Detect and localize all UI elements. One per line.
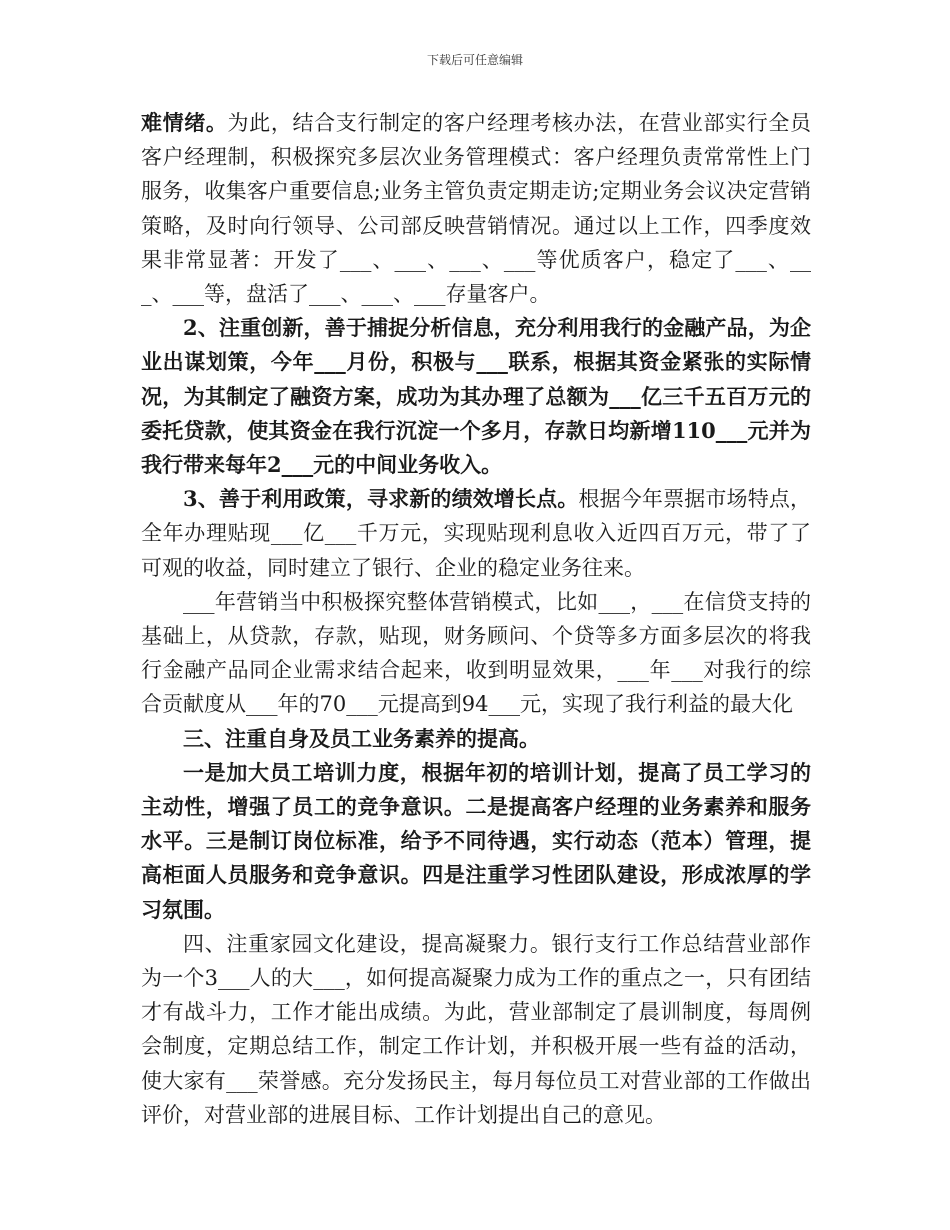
paragraph-marketing-model: ___年营销当中积极探究整体营销模式，比如___，___在信贷支持的基础上，从贷款，存款，贴现，财务顾问、个贷等多方面多层次的将我行金融产品同企业需求结合起来，收到明显效果，___年___对我行的综合贡献度从___年的70___元提高到94___元，实现了我行利益的最大化 (141, 589, 811, 717)
paragraph-culture-building: 四、注重家园文化建设，提高凝聚力。银行支行工作总结营业部作为一个3___人的大___，如何提高凝聚力成为工作的重点之一，只有团结才有战斗力，工作才能出成绩。为此，营业部制定了晨训制度，每周例会制度，定期总结工作，制定工作计划，并积极开展一些有益的活动，使大家有___荣誉感。充分发扬民主，每月每位员工对营业部的工作做出评价，对营业部的进展目标、工作计划提出自己的意见。 (141, 931, 811, 1127)
paragraph-lead-bold: 难情绪。 (141, 110, 228, 135)
document-body (141, 106, 811, 1132)
paragraph-staff-training: 一是加大员工培训力度，根据年初的培训计划，提高了员工学习的主动性，增强了员工的竞争意识。二是提高客户经理的业务素养和服务水平。三是制订岗位标准，给予不同待遇，实行动态（范本）管理，提高柜面人员服务和竞争意识。四是注重学习性团队建设，形成浓厚的学习氛围。 (141, 759, 811, 922)
paragraph-lead-bold: 3、善于利用政策，寻求新的绩效增长点。 (183, 486, 579, 512)
page-header: 下载后可任意编辑 (426, 53, 523, 67)
paragraph-innovation: 2、注重创新，善于捕捉分析信息，充分利用我行的金融产品，为企业出谋划策，今年___月份，积极与___联系，根据其资金紧张的实际情况，为其制定了融资方案，成功为其办理了总额为___亿三千五百万元的委托贷款，使其资金在我行沉淀一个多月，存款日均新增110___元并为我行带来每年2___元的中间业务收入。 (141, 315, 811, 478)
paragraph-policy (141, 482, 811, 585)
paragraph-text: 根据今年票据市场特点，全年办理贴现___亿___千万元，实现贴现利息收入近四百万元，带了了可观的收益，同时建立了银行、企业的稳定业务往来。 (141, 487, 811, 580)
section-heading-staff-quality: 三、注重自身及员工业务素养的提高。 (183, 725, 540, 751)
paragraph-customer-manager-system (141, 106, 811, 311)
paragraph-text: 为此，结合支行制定的客户经理考核办法，在营业部实行全员客户经理制，积极探究多层次业务管理模式：客户经理负责常常性上门服务，收集客户重要信息;业务主管负责定期走访;定期业务会议决定营销策略，及时向行领导、公司部反映营销情况。通过以上工作，四季度效果非常显著：开发了___、___、___、___等优质客户，稳定了___、___、___等，盘活了___、___、___存量客户。 (141, 111, 812, 307)
